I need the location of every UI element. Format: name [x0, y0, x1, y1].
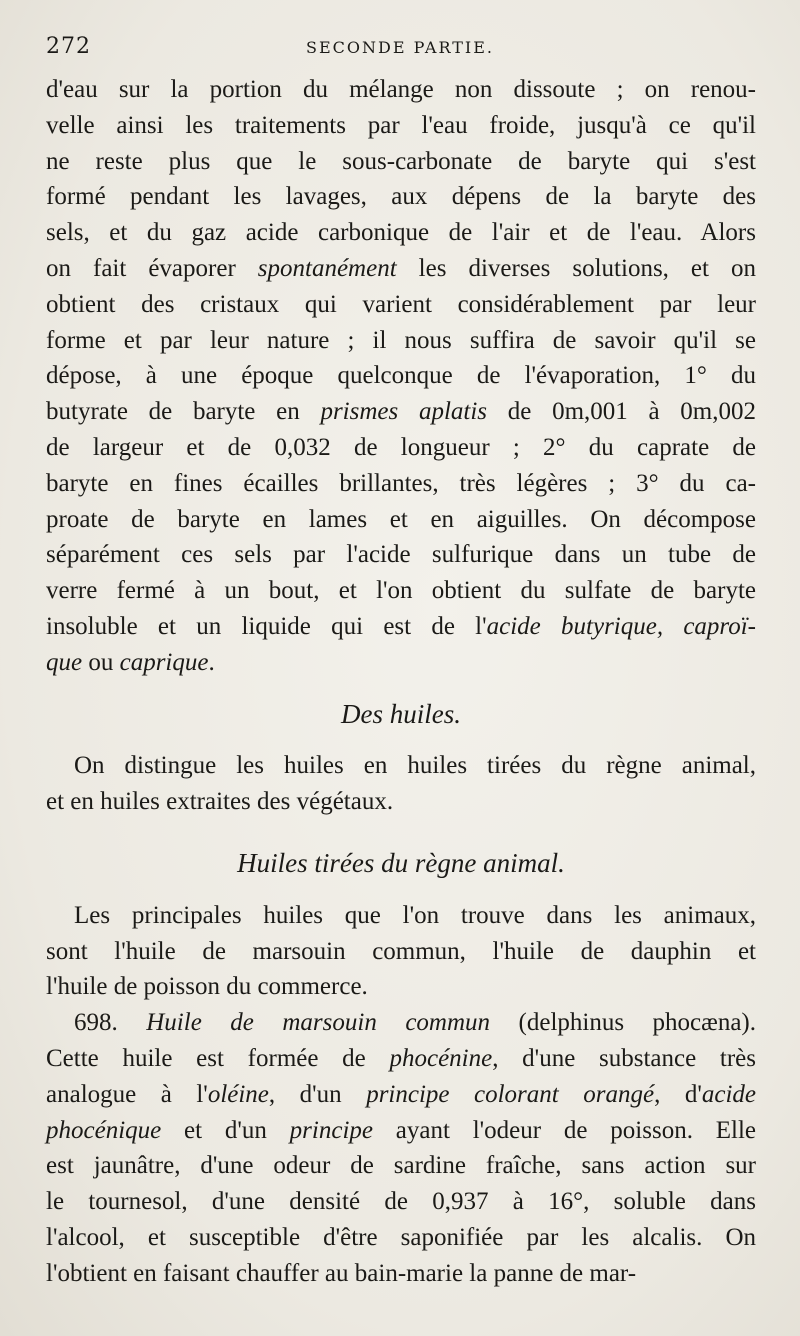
text-segment: ayant l'odeur de poisson. Elle	[373, 1116, 756, 1144]
text-line	[46, 179, 756, 215]
text-segment: , d'une substance très	[492, 1044, 757, 1072]
text-segment: proate de baryte en lames et en aiguilles. On décompose	[46, 505, 756, 533]
text-segment: Cette huile est formée de	[46, 1044, 390, 1072]
text-segment: formé pendant les lavages, aux dépens de la baryte des	[46, 183, 756, 211]
text-line	[46, 502, 756, 538]
text-segment: l'alcool, et susceptible d'être saponifiée par les alcalis. On	[46, 1223, 756, 1251]
text-segment: insoluble et un liquide qui est de l'	[46, 612, 487, 640]
text-line	[46, 537, 756, 573]
text-segment: est jaunâtre, d'une odeur de sardine fraîche, sans action sur	[46, 1152, 756, 1180]
text-line	[46, 144, 756, 180]
paragraph-principales-huiles	[46, 898, 756, 1005]
text-segment: ne reste plus que le sous-carbonate de baryte qui s'est	[46, 147, 756, 175]
text-line	[46, 72, 756, 108]
text-line	[46, 645, 756, 681]
italic-text: oléine	[207, 1080, 269, 1108]
paragraph-distinction	[46, 748, 756, 820]
text-segment: (delphinus phocæna).	[490, 1009, 756, 1037]
text-line: Les principales huiles que l'on trouve dans les animaux,	[74, 901, 756, 929]
text-line: l'huile de poisson du commerce.	[46, 973, 368, 1001]
text-segment: .	[208, 648, 215, 676]
text-line	[46, 609, 756, 645]
text-segment: obtient des cristaux qui varient considérablement par leur	[46, 290, 756, 318]
text-line	[46, 394, 756, 430]
text-segment: de largeur et de 0,032 de longueur ; 2° du caprate de	[46, 433, 756, 461]
text-segment: analogue à l'	[46, 1080, 208, 1108]
text-segment: ou	[82, 648, 120, 676]
text-segment: dépose, à une époque quelconque de l'évaporation, 1° du	[46, 362, 756, 390]
text-segment: forme et par leur nature ; il nous suffira de savoir qu'il se	[46, 326, 756, 354]
italic-text: principe	[289, 1116, 373, 1144]
text-line	[46, 1113, 756, 1149]
text-line	[46, 1256, 756, 1292]
italic-text: phocénine	[389, 1044, 493, 1072]
text-line	[46, 251, 756, 287]
text-segment: verre fermé à un bout, et l'on obtient du sulfate de baryte	[46, 577, 756, 605]
italic-text: que	[46, 648, 83, 676]
text-line	[46, 573, 756, 609]
text-line: et en huiles extraites des végétaux.	[46, 788, 394, 816]
page-header	[46, 34, 754, 64]
text-segment: de 0m,001 à 0m,002	[487, 398, 756, 426]
text-segment: , d'	[654, 1080, 702, 1108]
text-segment: le tournesol, d'une densité de 0,937 à 16°, soluble dans	[46, 1188, 756, 1216]
page-number: 272	[46, 34, 91, 59]
text-line	[46, 108, 756, 144]
text-segment: l'obtient en faisant chauffer au bain-marie la panne de mar-	[46, 1259, 637, 1287]
text-segment: 698.	[74, 1009, 147, 1037]
page-body	[46, 72, 756, 1292]
text-line	[46, 1184, 756, 1220]
text-line: On distingue les huiles en huiles tirées du règne animal,	[74, 752, 756, 780]
text-segment: sels, et du gaz acide carbonique de l'air et de l'eau. Alors	[46, 219, 756, 247]
text-line	[46, 430, 756, 466]
text-segment: , d'un	[268, 1080, 367, 1108]
text-line	[46, 1077, 756, 1113]
italic-text: acide butyrique, caproï-	[486, 612, 757, 640]
text-line	[46, 466, 756, 502]
text-line	[46, 1005, 756, 1041]
italic-text: phocénique	[46, 1116, 162, 1144]
italic-text: prismes aplatis	[320, 398, 488, 426]
text-line: sont l'huile de marsouin commun, l'huile de dauphin et	[46, 937, 756, 965]
text-segment: on fait évaporer	[46, 254, 258, 282]
italic-text: Huile de marsouin commun	[146, 1009, 491, 1037]
text-line	[46, 1148, 756, 1184]
text-segment: velle ainsi les traitements par l'eau froide, jusqu'à ce qu'il	[46, 111, 756, 139]
text-line	[46, 215, 756, 251]
text-line	[46, 323, 756, 359]
paragraph-698-huile-de-marsouin	[46, 1005, 756, 1291]
italic-text: spontanément	[257, 254, 397, 282]
text-segment: séparément ces sels par l'acide sulfurique dans un tube de	[46, 541, 756, 569]
text-segment: et d'un	[161, 1116, 290, 1144]
section-heading-des-huiles: Des huiles.	[341, 698, 461, 729]
italic-text: principe colorant orangé	[366, 1080, 655, 1108]
paragraph-continued	[46, 72, 756, 681]
running-head: SECONDE PARTIE.	[306, 38, 494, 57]
text-line	[46, 1041, 756, 1077]
text-segment: les diverses solutions, et on	[396, 254, 756, 282]
text-line	[46, 358, 756, 394]
italic-text: acide	[701, 1080, 756, 1108]
text-segment: d'eau sur la portion du mélange non dissoute ; on renou-	[46, 76, 756, 103]
text-segment: butyrate de baryte en	[46, 398, 321, 426]
text-line	[46, 287, 756, 323]
text-line	[46, 1220, 756, 1256]
italic-text: caprique	[119, 648, 209, 676]
section-heading-huiles-animales: Huiles tirées du règne animal.	[237, 847, 565, 878]
text-segment: baryte en fines écailles brillantes, très légères ; 3° du ca-	[46, 469, 756, 497]
